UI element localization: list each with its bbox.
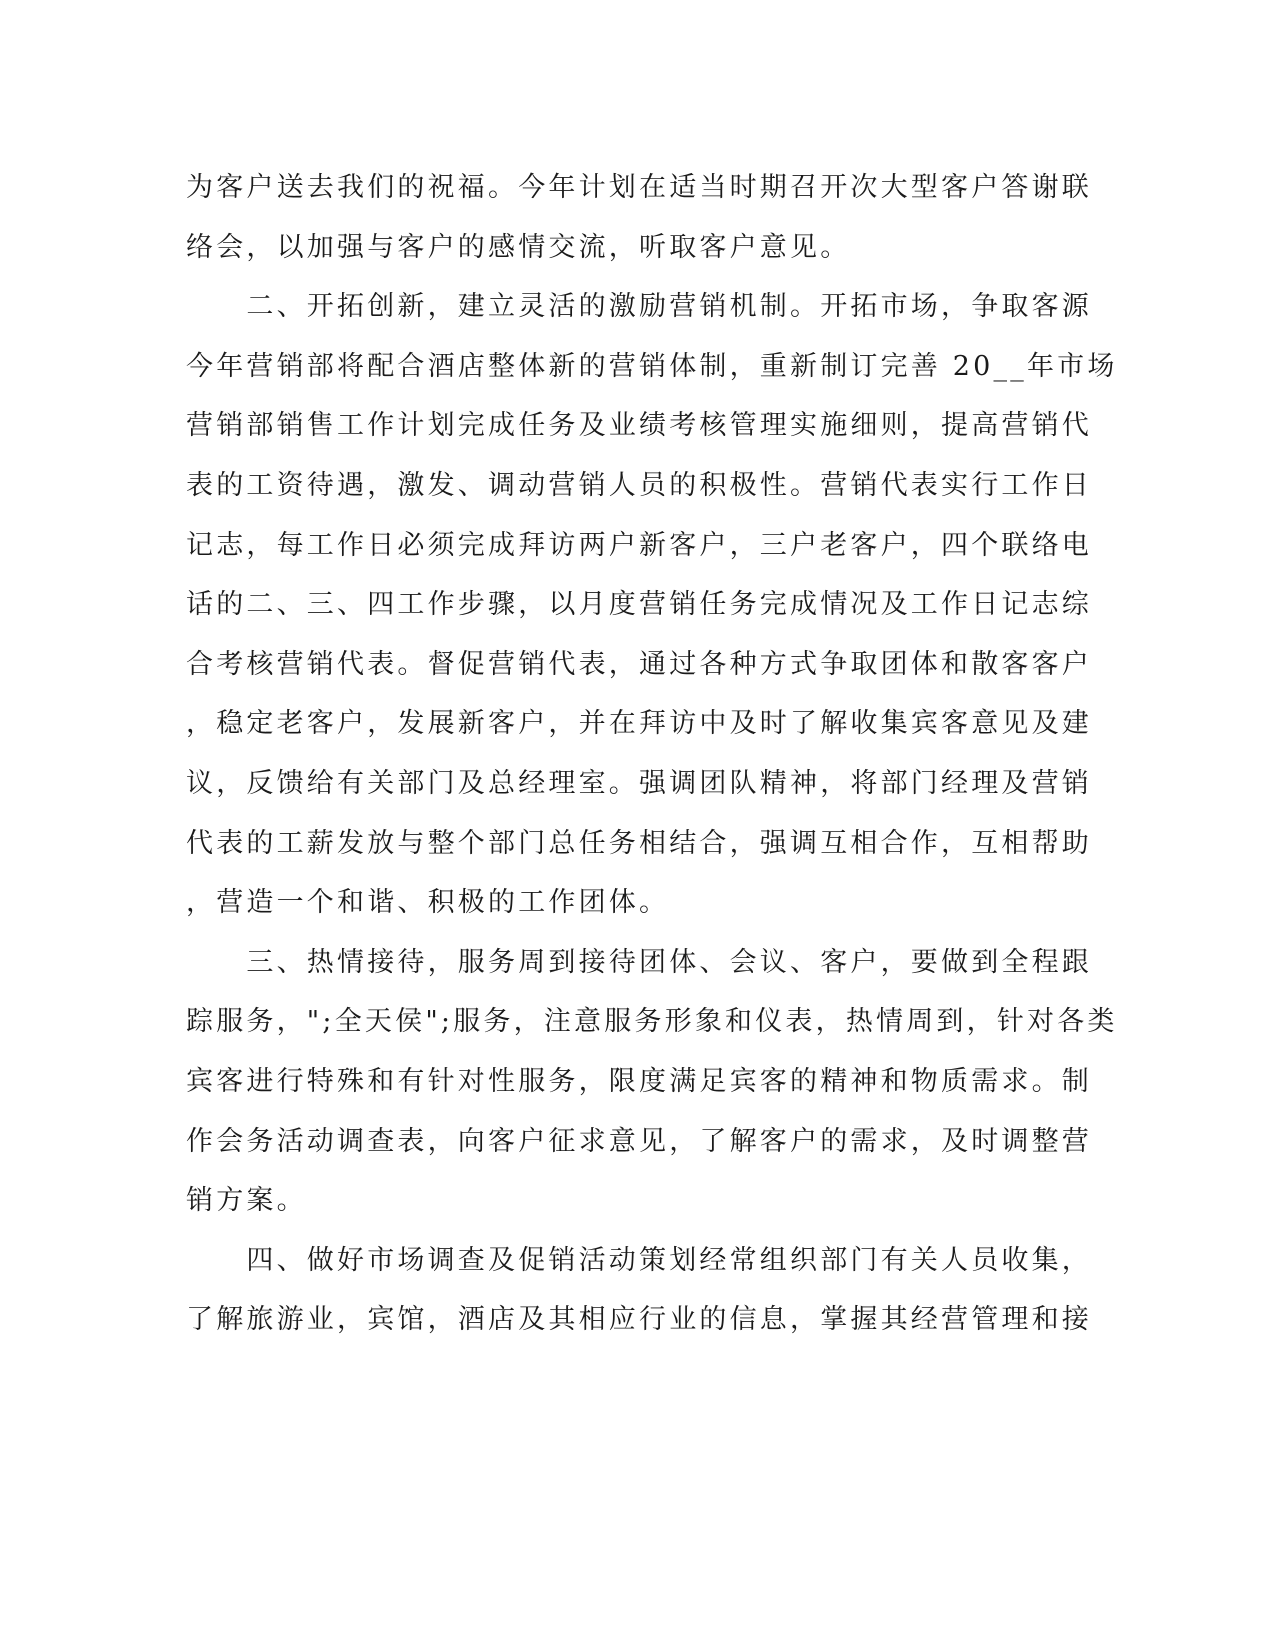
text-line: 表的工资待遇，激发、调动营销人员的积极性。营销代表实行工作日 [186, 469, 1092, 501]
text-line: ，营造一个和谐、积极的工作团体。 [186, 887, 670, 919]
text-line: 今年营销部将配合酒店整体新的营销体制，重新制订完善 20__年市场 [186, 350, 1118, 382]
text-line: 了解旅游业，宾馆，酒店及其相应行业的信息，掌握其经营管理和接 [186, 1304, 1092, 1336]
text-line: 议，反馈给有关部门及总经理室。强调团队精神，将部门经理及营销 [186, 767, 1092, 799]
text-line: 二、开拓创新，建立灵活的激励营销机制。开拓市场，争取客源 [186, 291, 1092, 323]
text-line: 销方案。 [186, 1185, 307, 1217]
text-line: ，稳定老客户，发展新客户，并在拜访中及时了解收集宾客意见及建 [186, 708, 1092, 740]
text-line: 代表的工薪发放与整个部门总任务相结合，强调互相合作，互相帮助 [186, 827, 1092, 859]
text-line: 宾客进行特殊和有针对性服务，限度满足宾客的精神和物质需求。制 [186, 1065, 1092, 1097]
text-line: 合考核营销代表。督促营销代表，通过各种方式争取团体和散客客户 [186, 648, 1092, 680]
text-line: 络会，以加强与客户的感情交流，听取客户意见。 [186, 231, 851, 263]
text-line: 话的二、三、四工作步骤，以月度营销任务完成情况及工作日记志综 [186, 589, 1092, 621]
text-line: 作会务活动调查表，向客户征求意见，了解客户的需求，及时调整营 [186, 1125, 1092, 1157]
text-line: 为客户送去我们的祝福。今年计划在适当时期召开次大型客户答谢联 [186, 172, 1092, 203]
text-line: 三、热情接待，服务周到接待团体、会议、客户，要做到全程跟 [186, 946, 1092, 978]
document-body [186, 158, 1118, 1350]
text-line: 踪服务，";全天侯";服务，注意服务形象和仪表，热情周到，针对各类 [186, 1006, 1118, 1038]
text-line: 记志，每工作日必须完成拜访两户新客户，三户老客户，四个联络电 [186, 529, 1092, 561]
text-line: 营销部销售工作计划完成任务及业绩考核管理实施细则，提高营销代 [186, 410, 1092, 442]
text-line: 四、做好市场调查及促销活动策划经常组织部门有关人员收集， [186, 1244, 1092, 1276]
